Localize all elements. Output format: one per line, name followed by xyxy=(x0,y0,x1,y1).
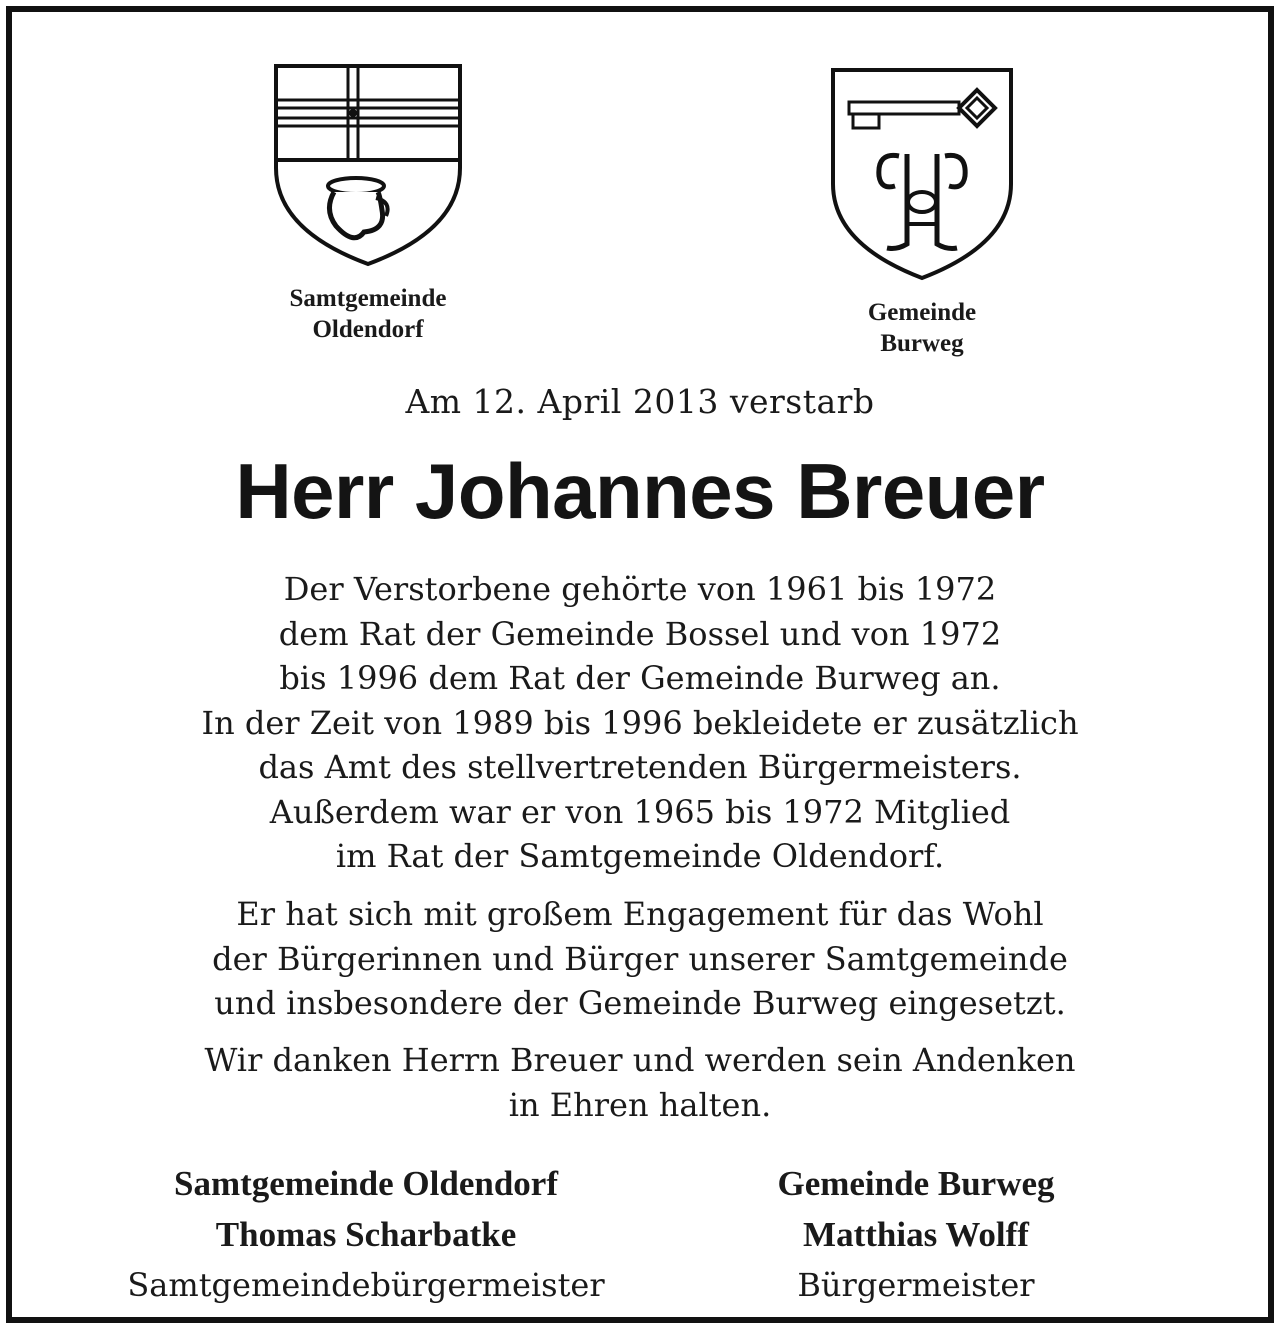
signature-organisation: Samtgemeinde Oldendorf xyxy=(173,1164,558,1203)
signature-title: Samtgemeindebürgermeister xyxy=(127,1266,605,1304)
paragraph-line: und insbesondere der Gemeinde Burweg eingesetzt. xyxy=(214,984,1066,1022)
signature-person: Thomas Scharbatke xyxy=(215,1215,517,1254)
deceased-name: Herr Johannes Breuer xyxy=(235,447,1045,535)
crest-samtgemeinde-oldendorf xyxy=(248,60,488,345)
crest-gemeinde-burweg xyxy=(792,64,1052,359)
paragraph-line: Außerdem war er von 1965 bis 1972 Mitglied xyxy=(269,792,1011,831)
obituary-notice xyxy=(6,6,1274,1323)
signature-left xyxy=(66,1158,666,1311)
paragraph-line: Wir danken Herrn Breuer und werden sein Andenken xyxy=(204,1041,1076,1079)
paragraph-thanks xyxy=(12,1038,1268,1127)
crest-label-right-line1: Gemeinde xyxy=(867,299,977,326)
signature-right xyxy=(616,1158,1216,1311)
crest-label-right xyxy=(792,297,1052,359)
crest-label-left-line1: Samtgemeinde xyxy=(289,285,447,312)
signature-title: Bürgermeister xyxy=(797,1266,1035,1304)
paragraph-engagement xyxy=(12,892,1268,1026)
coat-of-arms-cross-pot-icon xyxy=(268,60,468,270)
crest-label-right-line2: Burweg xyxy=(880,330,964,357)
paragraph-line: dem Rat der Gemeinde Bossel und von 1972 xyxy=(278,614,1002,653)
signature-organisation: Gemeinde Burweg xyxy=(777,1164,1055,1203)
coat-of-arms-key-icon xyxy=(827,64,1017,284)
paragraph-line: der Bürgerinnen und Bürger unserer Samtgemeinde xyxy=(212,939,1068,978)
paragraph-line: das Amt des stellvertretenden Bürgermeisters. xyxy=(258,748,1022,786)
death-date-line: Am 12. April 2013 verstarb xyxy=(405,382,875,421)
paragraph-line: Der Verstorbene gehörte von 1961 bis 1972 xyxy=(283,570,997,608)
signature-person: Matthias Wolff xyxy=(803,1215,1029,1254)
paragraph-line: Er hat sich mit großem Engagement für das Wohl xyxy=(236,895,1044,933)
paragraph-line: in Ehren halten. xyxy=(508,1085,772,1124)
paragraph-line: In der Zeit von 1989 bis 1996 bekleidete er zusätzlich xyxy=(201,703,1079,742)
paragraph-line: im Rat der Samtgemeinde Oldendorf. xyxy=(335,837,945,875)
paragraph-career xyxy=(12,567,1268,879)
paragraph-line: bis 1996 dem Rat der Gemeinde Burweg an. xyxy=(279,659,1001,697)
crest-label-left xyxy=(248,283,488,345)
crest-label-left-line2: Oldendorf xyxy=(312,316,424,343)
